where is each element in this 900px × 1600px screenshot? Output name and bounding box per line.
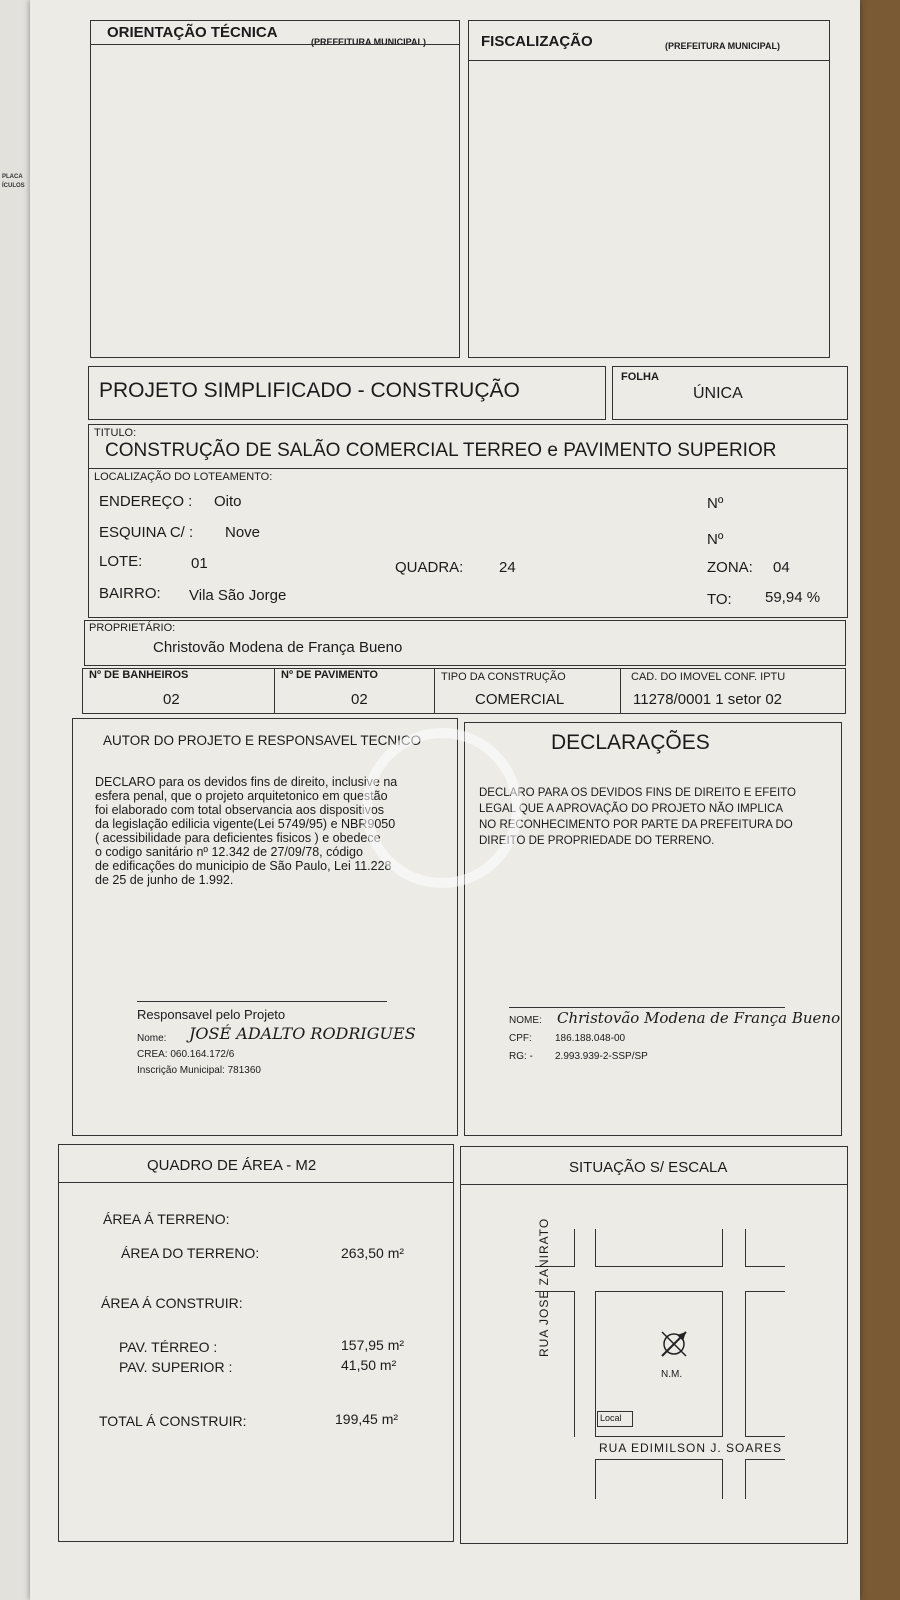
cad-label: CAD. DO IMOVEL CONF. IPTU: [631, 671, 786, 683]
titulo-value: CONSTRUÇÃO DE SALÃO COMERCIAL TERREO e PAVIMENTO SUPERIOR: [105, 440, 777, 461]
banheiros-value: 02: [163, 691, 180, 708]
area-terreno-header: ÁREA Á TERRENO:: [103, 1211, 230, 1227]
adjacent-sheet-text-1: PLACA: [2, 174, 23, 180]
orientacao-tecnica-box: [90, 20, 460, 358]
divider: [434, 668, 435, 714]
responsavel-label: Responsavel pelo Projeto: [137, 1007, 286, 1022]
local-label: Local: [600, 1413, 622, 1423]
area-construir-header: ÁREA Á CONSTRUIR:: [101, 1295, 243, 1311]
orientacao-sub: (PREFEITURA MUNICIPAL): [311, 37, 426, 47]
total-value: 199,45 m²: [335, 1411, 399, 1427]
quadra-value: 24: [499, 559, 516, 576]
esquina-value: Nove: [225, 524, 261, 541]
situacao-title: SITUAÇÃO S/ ESCALA: [569, 1159, 728, 1176]
fiscalizacao-sub: (PREFEITURA MUNICIPAL): [665, 41, 780, 51]
divider: [620, 668, 621, 714]
folha-value: ÚNICA: [693, 385, 743, 402]
divider: [58, 1182, 454, 1183]
pavimento-label: Nº DE PAVIMENTO: [281, 669, 378, 681]
endereco-label: ENDEREÇO :: [99, 493, 193, 510]
pav-superior-label: PAV. SUPERIOR :: [119, 1359, 233, 1375]
proprietario-box: [84, 620, 846, 666]
bairro-value: Vila São Jorge: [189, 587, 287, 604]
endereco-value: Oito: [214, 493, 242, 510]
bairro-label: BAIRRO:: [99, 585, 161, 602]
pav-terreo-value: 157,95 m²: [341, 1337, 405, 1353]
localizacao-label: LOCALIZAÇÃO DO LOTEAMENTO:: [94, 471, 273, 483]
rua-vertical-label: RUA JOSE ZANIRATO: [537, 1217, 551, 1357]
block: [745, 1291, 785, 1437]
pavimento-value: 02: [351, 691, 368, 708]
north-arrow-icon: [657, 1327, 691, 1361]
folha-label: FOLHA: [621, 371, 659, 383]
block: [595, 1229, 723, 1267]
lote-label: LOTE:: [99, 553, 143, 570]
to-label: TO:: [707, 591, 732, 608]
esquina-label: ESQUINA C/ :: [99, 524, 194, 541]
pav-superior-value: 41,50 m²: [341, 1357, 397, 1373]
declaracoes-box: [464, 722, 842, 1136]
to-value: 59,94 %: [765, 589, 821, 606]
zona-label: ZONA:: [707, 559, 753, 576]
declaracoes-nome-value: Christovão Modena de França Bueno: [557, 1009, 841, 1027]
declaracoes-line: DIREITO DE PROPRIEDADE DO TERRENO.: [479, 835, 715, 847]
autor-line: ( acessibilidade para deficientes fisicos ) e obedece: [95, 831, 381, 845]
autor-line: de edificações do municipio de São Paulo, Lei 11.228: [95, 859, 392, 873]
cpf-label: CPF:: [509, 1033, 532, 1044]
divider: [274, 668, 275, 714]
area-do-terreno-value: 263,50 m²: [341, 1245, 405, 1261]
fiscalizacao-box: [468, 20, 830, 358]
declaracoes-line: NO RECONHECIMENTO POR PARTE DA PREFEITURA DO: [479, 819, 793, 831]
proprietario-value: Christovão Modena de França Bueno: [153, 639, 403, 656]
rg-label: RG: -: [509, 1051, 533, 1062]
rua-horizontal-label: RUA EDIMILSON J. SOARES: [599, 1441, 783, 1455]
autor-line: de 25 de junho de 1.992.: [95, 873, 234, 887]
cad-value: 11278/0001 1 setor 02: [633, 691, 783, 708]
total-label: TOTAL Á CONSTRUIR:: [99, 1413, 247, 1429]
autor-line: DECLARO para os devidos fins de direito, inclusive na: [95, 775, 398, 789]
autor-nome-value: JOSÉ ADALTO RODRIGUES: [189, 1024, 416, 1043]
signature-line: [509, 1007, 785, 1008]
block: [745, 1459, 785, 1499]
autor-line: o codigo sanitário nº 12.342 de 27/09/78, código: [95, 845, 363, 859]
divider: [460, 1184, 848, 1185]
numero-label-2: Nº: [707, 531, 724, 548]
folha-box: [612, 366, 848, 420]
proprietario-label: PROPRIETÁRIO:: [89, 622, 176, 634]
titulo-label: TITULO:: [94, 427, 137, 439]
numero-label-1: Nº: [707, 495, 724, 512]
fiscalizacao-label: FISCALIZAÇÃO: [481, 33, 593, 50]
tipo-label: TIPO DA CONSTRUÇÃO: [441, 671, 566, 683]
autor-nome-label: Nome:: [137, 1033, 167, 1044]
project-title-box: [88, 366, 606, 420]
situacao-box: [460, 1146, 848, 1544]
cpf-value: 186.188.048-00: [555, 1033, 626, 1044]
autor-title: AUTOR DO PROJETO E RESPONSAVEL TECNICO: [103, 733, 422, 748]
divider: [88, 468, 848, 469]
zona-value: 04: [773, 559, 790, 576]
rg-value: 2.993.939-2-SSP/SP: [555, 1051, 648, 1062]
declaracoes-line: LEGAL QUE A APROVAÇÃO DO PROJETO NÃO IMPLICA: [479, 803, 783, 815]
autor-line: foi elaborado com total observancia aos dispositivos: [95, 803, 385, 817]
watermark-seal: [362, 728, 522, 888]
lote-value: 01: [191, 555, 208, 572]
autor-line: da legislação edilicia vigente(Lei 5749/95) e NBR9050: [95, 817, 396, 831]
inscricao-municipal: Inscrição Municipal: 781360: [137, 1065, 261, 1076]
declaracoes-text: [479, 785, 835, 849]
titulo-localizacao-box: [88, 424, 848, 618]
crea: CREA: 060.164.172/6: [137, 1049, 235, 1060]
quadra-label: QUADRA:: [395, 559, 464, 576]
signature-line: [137, 1001, 387, 1002]
divider: [90, 44, 460, 45]
orientacao-label: ORIENTAÇÃO TÉCNICA: [107, 24, 278, 41]
block: [595, 1459, 723, 1499]
banheiros-label: Nº DE BANHEIROS: [89, 669, 189, 681]
divider: [468, 60, 830, 61]
local-marker: [597, 1411, 633, 1427]
north-label: N.M.: [661, 1369, 683, 1380]
area-do-terreno-label: ÁREA DO TERRENO:: [121, 1245, 260, 1261]
project-title: PROJETO SIMPLIFICADO - CONSTRUÇÃO: [99, 379, 520, 402]
tipo-value: COMERCIAL: [475, 691, 565, 708]
adjacent-sheet-text-2: ÍCULOS: [2, 183, 25, 189]
autor-line: esfera penal, que o projeto arquitetonico em questão: [95, 789, 388, 803]
info-row: [82, 668, 846, 714]
declaracoes-line: DECLARO PARA OS DEVIDOS FINS DE DIREITO E EFEITO: [479, 787, 796, 799]
adjacent-sheet: [0, 0, 33, 1600]
declaracoes-title: DECLARAÇÕES: [551, 731, 710, 754]
block: [745, 1229, 785, 1267]
quadro-title: QUADRO DE ÁREA - M2: [147, 1157, 317, 1174]
pav-terreo-label: PAV. TÉRREO :: [119, 1339, 218, 1355]
quadro-area-box: [58, 1144, 454, 1542]
declaracoes-nome-label: NOME:: [509, 1015, 542, 1026]
